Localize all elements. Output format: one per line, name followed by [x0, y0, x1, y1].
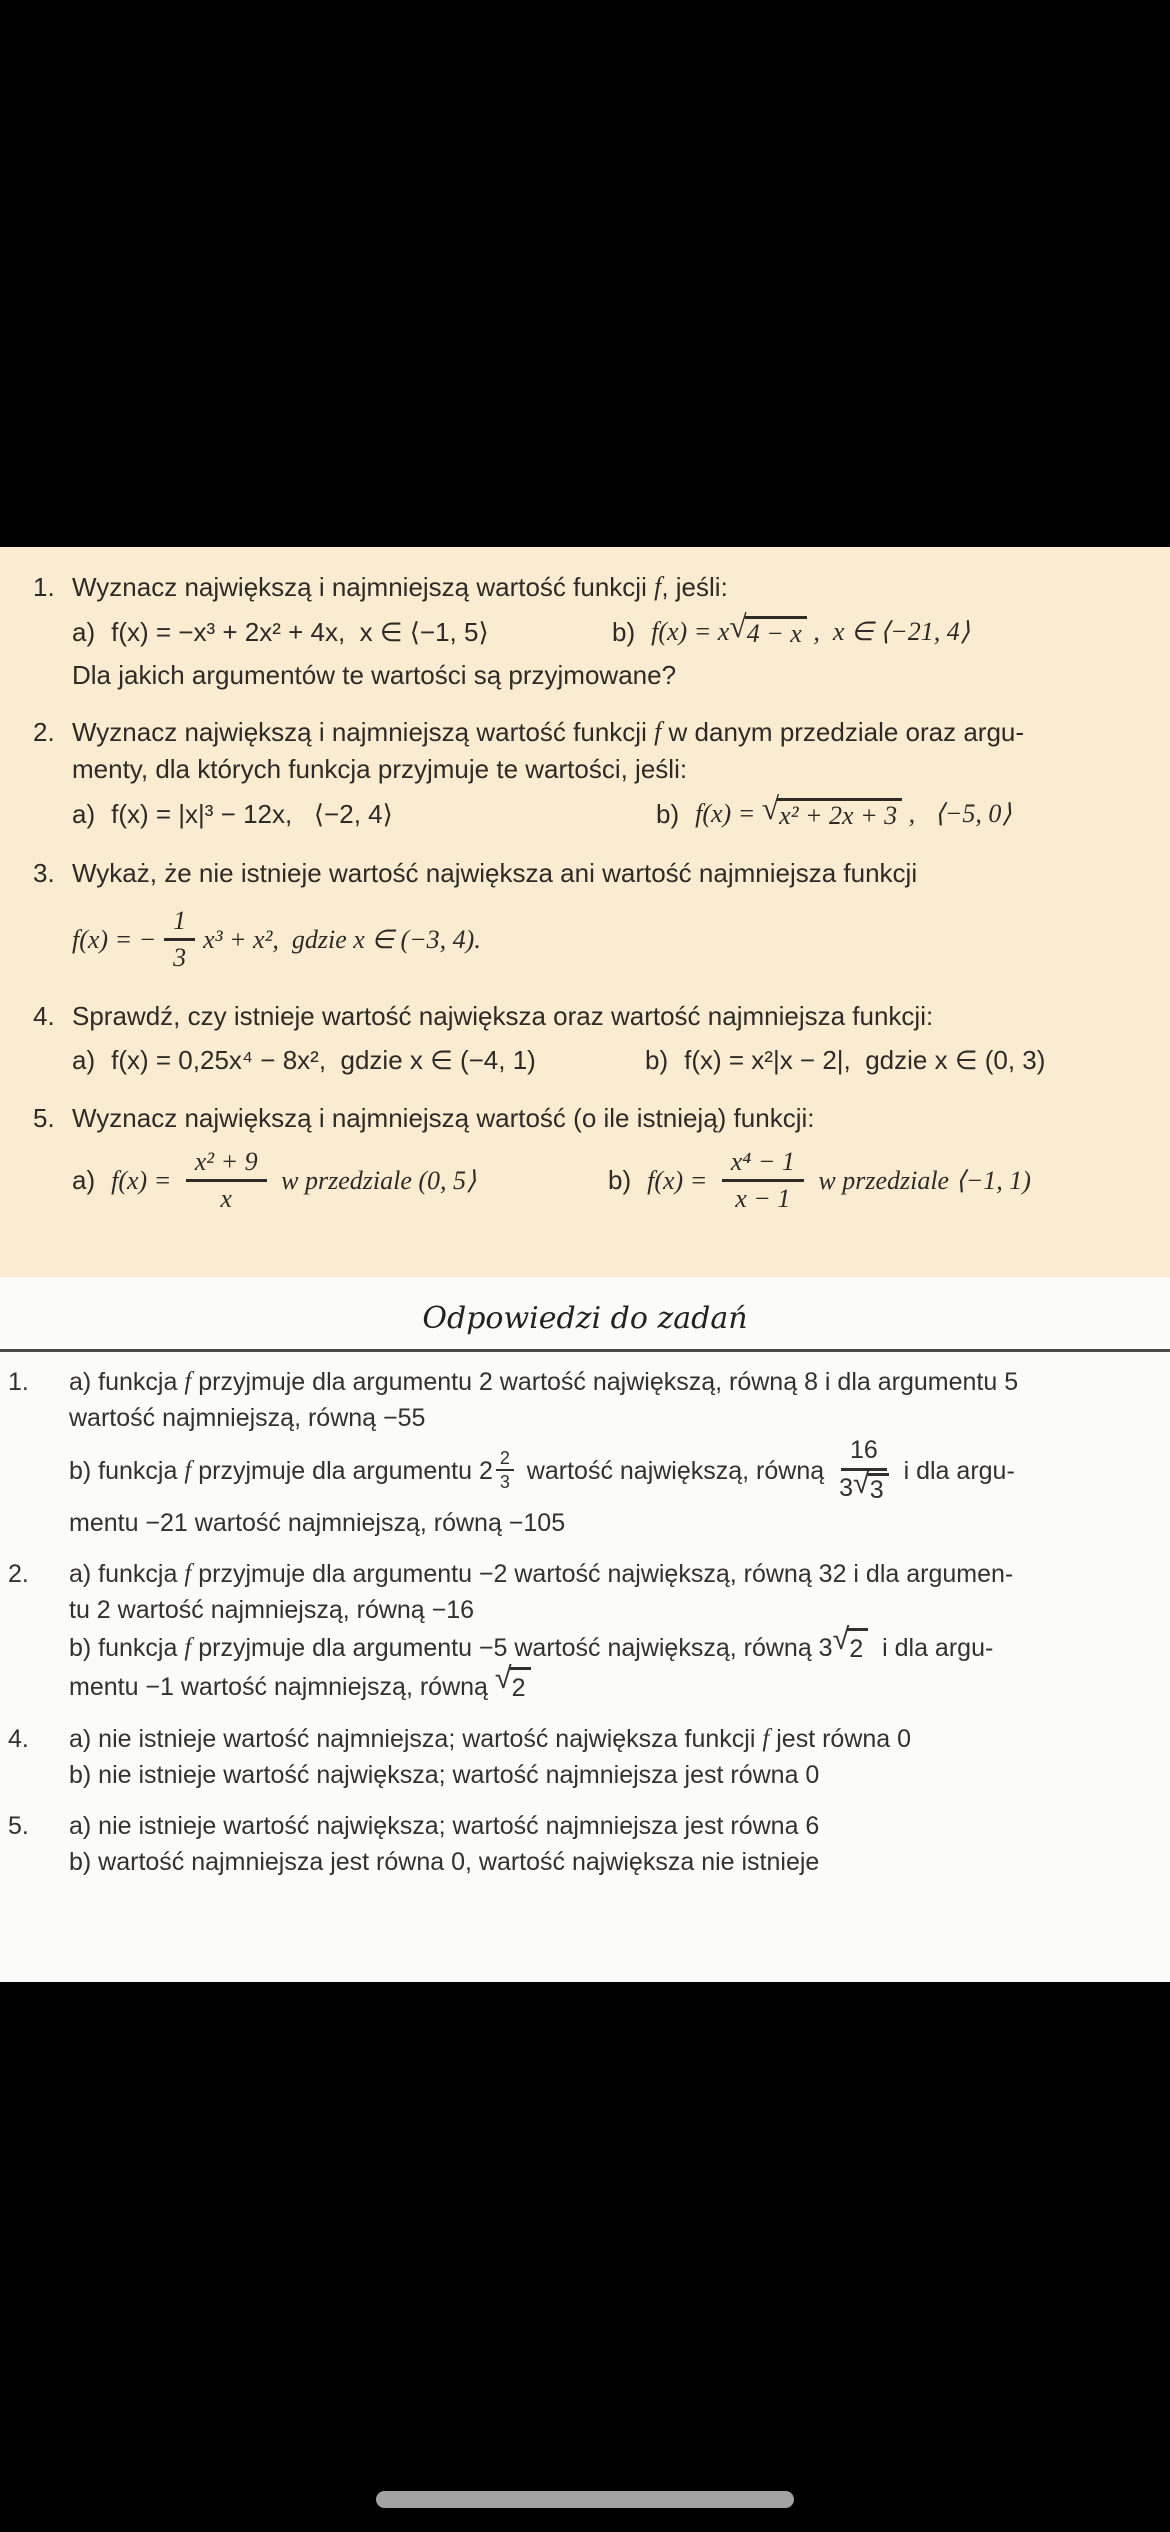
answers-title: Odpowiedzi do zadań [422, 1301, 748, 1336]
formula-4b: f(x) = x²|x − 2|, gdzie x ∈ (0, 3) [684, 1044, 1046, 1075]
answer-number: 2. [8, 1560, 29, 1588]
formula-2b: f(x) = √ x² + 2x + 3 , ⟨−5, 0⟩ [695, 791, 1012, 830]
home-indicator[interactable] [376, 2491, 794, 2508]
fraction: 16 3 √ 3 [839, 1436, 889, 1505]
item-label-a: a) [72, 1044, 96, 1075]
formula-5b: f(x) = $\frac{\text{x⁴ − 1}}{x - 1}$ w przedziale ⟨−1, 1) [647, 1146, 1031, 1214]
fraction: $\frac{2}{3}$ [496, 1449, 514, 1492]
exercise-5-heading: Wyznacz największą i najmniejszą wartość (o ile istnieją) funkcji: [72, 1102, 815, 1133]
exercise-number: 2. [33, 716, 55, 747]
item-label-b: b) [608, 1165, 632, 1196]
item-label-a: a) [72, 798, 96, 829]
answer-number: 5. [8, 1812, 29, 1840]
formula-1b: f(x) = x √ 4 − x , x ∈ ⟨−21, 4⟩ [651, 609, 970, 648]
bottom-letterbox [0, 1982, 1170, 2532]
exercise-2a [72, 799, 656, 830]
answer-2b-line2: mentu −1 wartość najmniejszą, równą √ 2 [69, 1667, 1170, 1706]
exercise-4a [72, 1045, 645, 1076]
answer-4a: a) nie istnieje wartość najmniejsza; wartość największa funkcji f jest równa 0 [69, 1725, 912, 1753]
answer-4b: b) nie istnieje wartość największa; wartość najmniejsza jest równa 0 [69, 1761, 820, 1789]
answer-5b: b) wartość najmniejsza jest równa 0, wartość największa nie istnieje [69, 1848, 820, 1876]
exercise-4-heading: Sprawdź, czy istnieje wartość największa oraz wartość najmniejsza funkcji: [72, 1000, 934, 1031]
formula-3: f(x) = − $\frac{1}{3}$ x³ + x², gdzie x ∈ (−3, 4). [72, 905, 481, 973]
fraction: $\frac{1}{3}$ [164, 906, 195, 974]
exercise-number: 1. [33, 572, 55, 602]
answer-number: 4. [8, 1725, 29, 1753]
formula-4a: f(x) = 0,25x⁴ − 8x², gdzie x ∈ (−4, 1) [111, 1044, 536, 1075]
answer-5 [0, 1808, 1170, 1880]
exercise-5 [0, 1100, 1156, 1219]
item-label-b: b) [656, 798, 680, 829]
exercise-5a [72, 1147, 608, 1215]
exercise-number: 4. [33, 1000, 55, 1031]
sqrt-radical: √ x² + 2x + 3 [762, 798, 902, 831]
exercise-number: 3. [33, 857, 55, 888]
formula-5a: f(x) = $\frac{\text{x² + 9}}{x}$ w przedziale (0, 5⟩ [111, 1146, 477, 1214]
answer-2b-line1: b) funkcja f przyjmuje dla argumentu −5 wartość największą, równą 3 √ 2 i dla argu- [69, 1628, 1170, 1667]
horizontal-rule [0, 1349, 1170, 1352]
exercise-2-heading-line2: menty, dla których funkcja przyjmuje te wartości, jeśli: [72, 753, 688, 784]
fraction: $\frac{\text{x² + 9}}{x}$ [186, 1147, 267, 1215]
answer-2a-line2: tu 2 wartość najmniejszą, równą −16 [69, 1596, 475, 1624]
exercise-2-heading-line1: Wyznacz największą i najmniejszą wartość funkcji f w danym przedziale oraz argu- [72, 716, 1025, 747]
exercise-1 [0, 569, 1156, 694]
answer-1b-line1: b) funkcja f przyjmuje dla argumentu 2 $\frac{2}{3}$ wartość największą, równą 16 3 √ 3 i dla argu- [69, 1436, 1015, 1504]
exercise-4b [645, 1045, 1045, 1076]
item-label-a: a) [72, 1165, 96, 1196]
exercise-5b [608, 1147, 1031, 1215]
answer-5a: a) nie istnieje wartość największa; wartość najmniejsza jest równa 6 [69, 1812, 820, 1840]
answer-number: 1. [8, 1368, 29, 1396]
item-label-a: a) [72, 616, 96, 647]
exercise-4 [0, 998, 1156, 1080]
exercise-1-heading: Wyznacz największą i najmniejszą wartość funkcji f , jeśli: [72, 572, 728, 602]
answer-1a-line1: a) funkcja f przyjmuje dla argumentu 2 wartość największą, równą 8 i dla argumentu 5 [69, 1368, 1019, 1396]
answers-section [0, 1277, 1170, 1982]
exercise-number: 5. [33, 1102, 55, 1133]
exercise-1-followup: Dla jakich argumentów te wartości są przyjmowane? [72, 659, 677, 690]
exercise-2b [656, 791, 1012, 831]
exercise-1a [72, 617, 612, 648]
formula-1a: f(x) = −x³ + 2x² + 4x, x ∈ ⟨−1, 5⟩ [111, 616, 489, 647]
fraction: $\frac{\text{x⁴ − 1}}{x - 1}$ [722, 1147, 804, 1215]
exercise-2 [0, 714, 1156, 835]
exercises-section [0, 547, 1170, 1277]
sqrt-radical: √ 3 [853, 1473, 889, 1506]
sqrt-radical: √ 2 [833, 1628, 869, 1667]
answer-4 [0, 1721, 1170, 1793]
item-label-b: b) [645, 1044, 669, 1075]
answer-1a-line2: wartość najmniejszą, równą −55 [69, 1404, 426, 1432]
answer-1 [0, 1364, 1170, 1541]
answer-1b-line2: mentu −21 wartość najmniejszą, równą −105 [69, 1509, 566, 1537]
sqrt-radical: √ 4 − x [729, 616, 807, 649]
answer-2a-line1: a) funkcja f przyjmuje dla argumentu −2 wartość największą, równą 32 i dla argumen- [69, 1560, 1014, 1588]
item-label-b: b) [612, 616, 636, 647]
formula-2a: f(x) = |x|³ − 12x, ⟨−2, 4⟩ [111, 798, 393, 829]
exercise-1b [612, 609, 970, 649]
sqrt-radical: √ 2 [495, 1667, 531, 1706]
answer-2 [0, 1556, 1170, 1706]
exercise-3-heading: Wykaż, że nie istnieje wartość największa ani wartość najmniejsza funkcji [72, 857, 918, 888]
exercise-3 [0, 855, 1156, 978]
top-letterbox [0, 0, 1170, 547]
